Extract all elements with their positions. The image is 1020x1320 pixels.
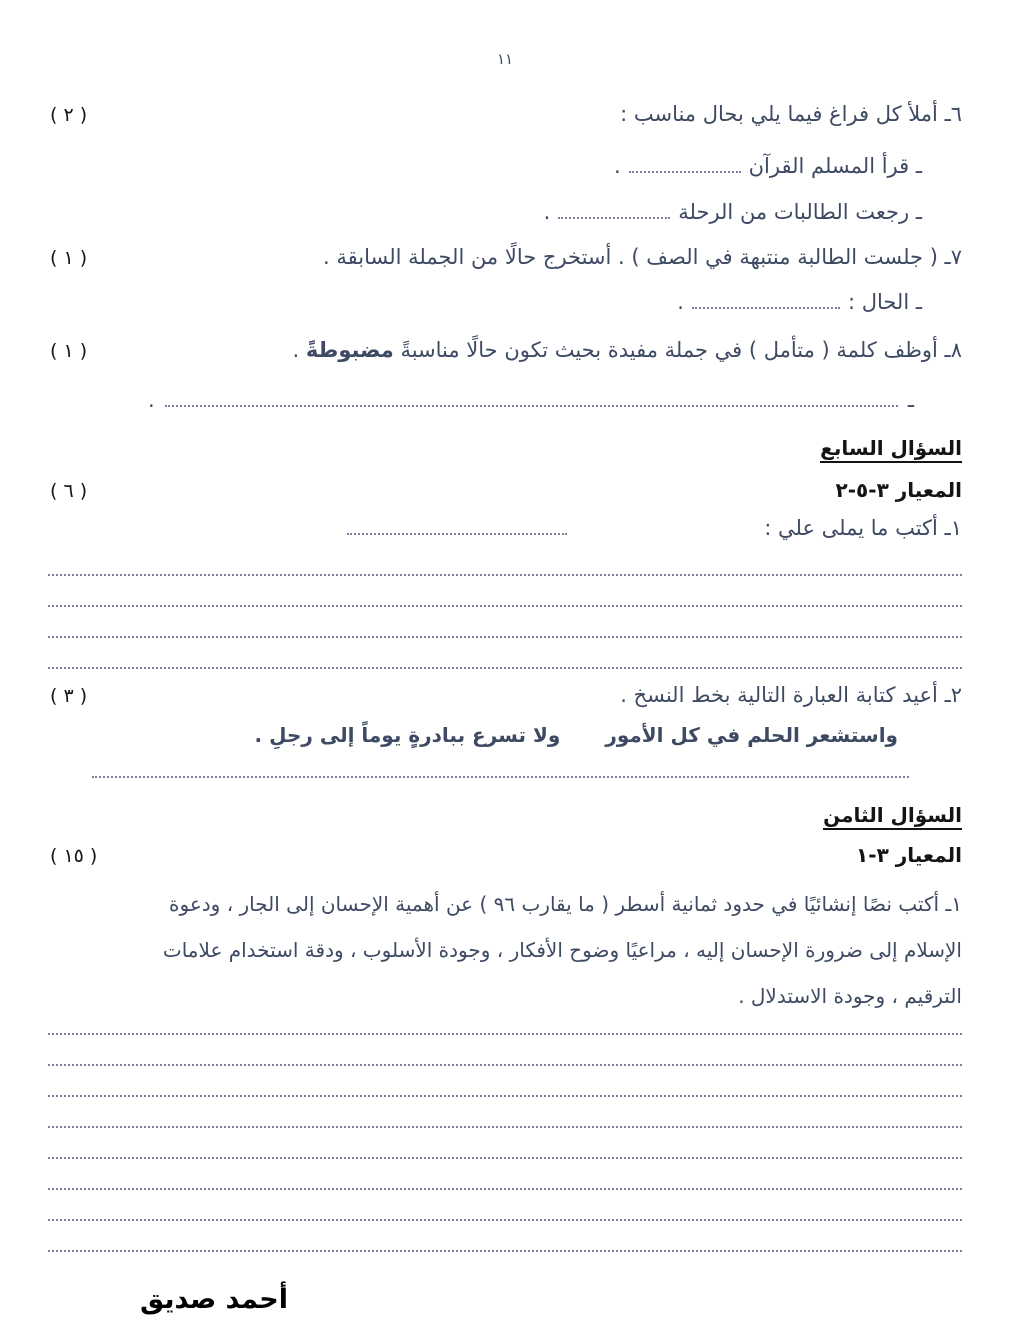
answer-line <box>48 1190 962 1221</box>
q6-item-1-text: ـ قرأ المسلم القرآن <box>748 154 922 178</box>
page-number: ١١ <box>496 50 514 68</box>
question-7-text: ٧ـ ( جلست الطالبة منتبهة في الصف ) . أستخرج حالًا من الجملة السابقة . <box>323 245 962 269</box>
q8-text-end: . <box>292 338 306 362</box>
period-mark: . <box>677 290 684 314</box>
criterion-7-row <box>48 478 962 508</box>
question-6-mark: ( ٢ ) <box>50 104 88 126</box>
question-8-mark: ( ١ ) <box>50 340 88 362</box>
answer-line <box>48 1035 962 1066</box>
q7-answer-row <box>48 290 962 320</box>
answer-line <box>48 1221 962 1252</box>
imla-question-row <box>48 516 962 546</box>
question-7-mark: ( ١ ) <box>50 247 88 269</box>
question-8-row <box>48 338 962 368</box>
answer-line <box>48 638 962 669</box>
essay-prompt-line-1: ١ـ أكتب نصًا إنشائيًا في حدود ثمانية أسطر ( ما يقارب ٩٦ ) عن أهمية الإحسان إلى الجار ، ودعوة <box>169 892 962 916</box>
q8-text-start: ٨ـ أوظف كلمة ( متأمل ) في جملة مفيدة بحيث تكون حالًا مناسبةً <box>393 338 962 362</box>
dash-mark: ـ <box>907 388 914 412</box>
naskh-answer-line <box>92 753 909 778</box>
answer-blank-dotted <box>629 158 741 173</box>
criterion-7-label: المعيار ٣-٥-٢ <box>835 478 962 502</box>
answer-line <box>48 1066 962 1097</box>
teacher-signature: أحمد صديق <box>140 1284 288 1315</box>
question-6-text: ٦ـ أملأ كل فراغ فيما يلي بحال مناسب : <box>620 102 962 126</box>
period-mark: . <box>543 200 551 224</box>
question-6-row <box>48 102 962 132</box>
answer-line <box>48 576 962 607</box>
answer-lines-group-2 <box>48 1019 962 1252</box>
answer-line <box>48 607 962 638</box>
naskh-question-mark: ( ٣ ) <box>50 685 88 707</box>
essay-prompt-line-2: الإسلام إلى ضرورة الإحسان إليه ، مراعيًا وضوح الأفكار ، وجودة الأسلوب ، ودقة استخدام علامات <box>162 938 962 962</box>
q8-answer-row <box>48 388 962 412</box>
imla-question-text: ١ـ أكتب ما يملى علي : <box>764 516 962 540</box>
q6-item-2-text: ـ رجعت الطالبات من الرحلة <box>678 200 922 224</box>
answer-line <box>48 546 962 576</box>
answer-line <box>48 1019 962 1035</box>
question-7-row <box>48 245 962 275</box>
q7-answer-label: ـ الحال : <box>847 290 922 314</box>
naskh-question-text: ٢ـ أعيد كتابة العبارة التالية بخط النسخ . <box>620 683 962 707</box>
section-7-heading-row <box>48 436 962 468</box>
section-7-heading: السؤال السابع <box>820 436 962 463</box>
q6-item-2-row <box>48 200 962 230</box>
answer-blank-dotted <box>165 392 898 407</box>
section-8-heading: السؤال الثامن <box>823 803 962 830</box>
question-8-text <box>292 338 962 362</box>
verse-second-hemistich: ولا تسرع ببادرةٍ يوماً إلى رجلِ . <box>254 723 561 747</box>
answer-lines-group-1 <box>48 546 962 669</box>
essay-prompt-line-3: الترقيم ، وجودة الاستدلال . <box>738 984 962 1008</box>
criterion-7-mark: ( ٦ ) <box>50 480 88 502</box>
verse-first-hemistich: واستشعر الحلم في كل الأمور <box>605 723 898 747</box>
imla-title-blank <box>347 520 567 535</box>
criterion-8-row <box>48 843 962 873</box>
answer-line <box>48 1097 962 1128</box>
criterion-8-mark: ( ١٥ ) <box>50 845 98 867</box>
answer-line <box>48 1128 962 1159</box>
naskh-question-row <box>48 683 962 713</box>
answer-blank-dotted <box>692 294 840 309</box>
q8-bold-word: مضبوطةً <box>305 338 394 362</box>
criterion-8-label: المعيار ٣-١ <box>856 843 962 867</box>
answer-blank-dotted <box>558 204 670 219</box>
verse-row <box>48 723 962 753</box>
answer-line <box>48 1159 962 1190</box>
q6-item-1-row <box>48 154 962 184</box>
period-mark: . <box>613 154 621 178</box>
section-8-heading-row <box>48 803 962 835</box>
period-mark: . <box>148 388 155 412</box>
essay-prompt <box>48 881 962 1019</box>
